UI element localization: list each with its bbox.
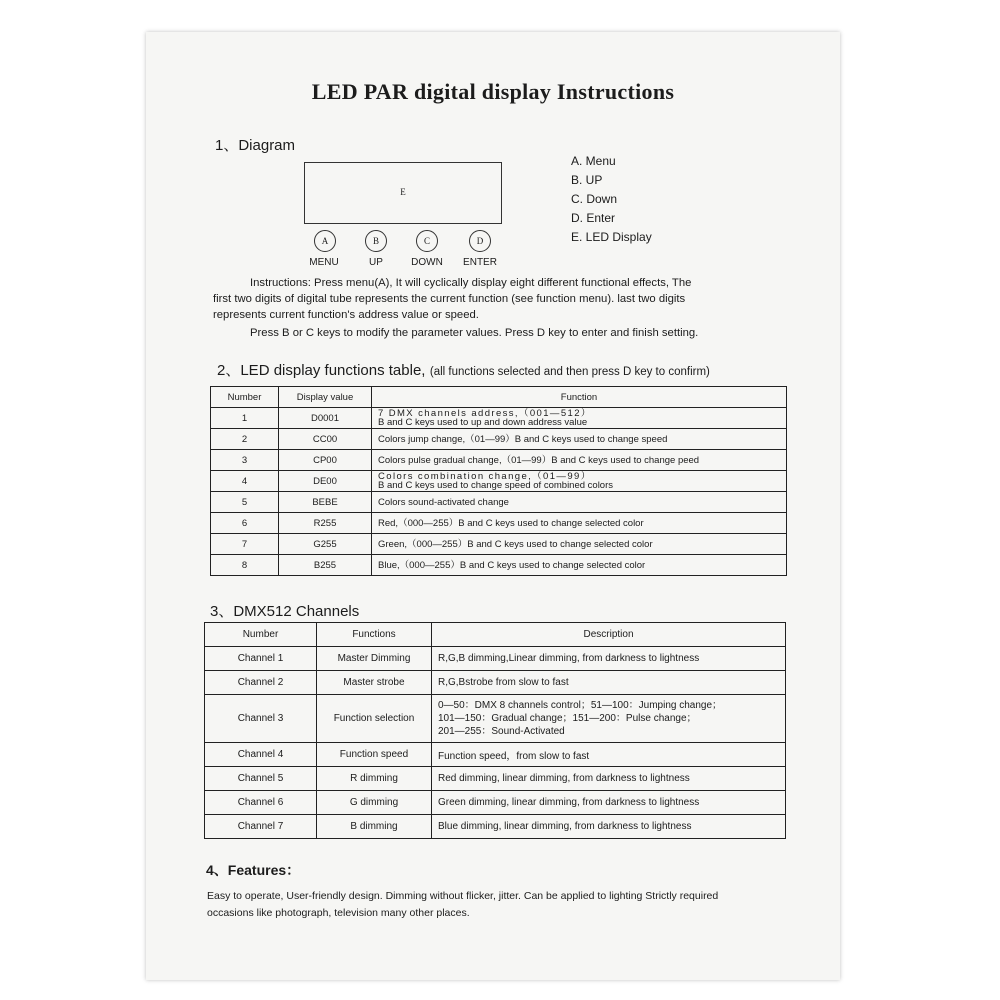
channel-cell: Channel 3 [205,695,317,743]
section-2-heading-note: (all functions selected and then press D key to confirm) [429,366,710,378]
led-functions-table [210,386,787,576]
menu-button-diagram[interactable]: A [314,230,336,252]
table-row [205,767,786,791]
legend-item: D. Enter [571,211,616,225]
table-row [211,555,787,576]
number-cell: 2 [211,429,279,450]
display-value-cell: G255 [279,534,372,555]
function-line: B and C keys used to up and down address value [378,417,588,428]
features-line: Easy to operate, User-friendly design. Dimming without flicker, jitter. Can be applied to lighting Strictly required [207,890,719,902]
function-cell [372,471,787,492]
table-row [211,450,787,471]
up-button-diagram[interactable]: B [365,230,387,252]
display-value-cell: D0001 [279,408,372,429]
instructions-line: Press B or C keys to modify the parameter values. Press D key to enter and finish setting. [250,327,699,339]
channel-cell: Channel 5 [205,767,317,791]
function-cell: Red,（000—255）B and C keys used to change selected color [372,513,787,534]
legend-item: C. Down [571,192,618,206]
number-cell: 6 [211,513,279,534]
column-header: Number [211,387,279,408]
enter-button-label: ENTER [463,257,497,268]
table-row [205,815,786,839]
column-header: Display value [279,387,372,408]
table-row [205,791,786,815]
description-line: 201—255：Sound-Activated [438,726,565,737]
description-line: 101—150：Gradual change；151—200：Pulse change； [438,713,697,724]
table-header-row [211,387,787,408]
dmx-channels-table [204,622,786,839]
display-value-cell: CP00 [279,450,372,471]
function-line: B and C keys used to change speed of combined colors [378,480,614,491]
channel-cell: Channel 7 [205,815,317,839]
led-display-diagram [304,162,502,224]
legend-item: A. Menu [571,154,616,168]
description-cell: Function speed，from slow to fast [432,743,786,767]
table-row [211,429,787,450]
column-header: Function [372,387,787,408]
table-row [211,471,787,492]
column-header: Description [432,623,786,647]
table-row [205,647,786,671]
up-button-label: UP [369,257,383,268]
display-letter: E [400,187,406,197]
instructions-line: first two digits of digital tube represents the current function (see function menu). last two digits [213,293,686,305]
description-cell: Green dimming, linear dimming, from darkness to lightness [432,791,786,815]
legend-item: E. LED Display [571,230,652,244]
channel-cell: Channel 1 [205,647,317,671]
function-cell: G dimming [317,791,432,815]
description-cell: Red dimming, linear dimming, from darkness to lightness [432,767,786,791]
channel-cell: Channel 2 [205,671,317,695]
display-value-cell: R255 [279,513,372,534]
table-row [211,492,787,513]
channel-cell: Channel 6 [205,791,317,815]
display-value-cell: CC00 [279,429,372,450]
features-line: occasions like photograph, television many other places. [207,907,470,919]
function-cell: Green,（000—255）B and C keys used to change selected color [372,534,787,555]
instruction-sheet [146,32,840,980]
instructions-line: represents current function's address value or speed. [213,309,479,321]
function-cell: Function selection [317,695,432,743]
function-cell: Master strobe [317,671,432,695]
section-4-heading: 4、Features： [206,862,301,878]
function-cell: Master Dimming [317,647,432,671]
section-2-heading-row [217,359,710,380]
table-row [211,534,787,555]
function-line: Colors combination change,（01—99） [378,471,592,482]
instructions-line: Instructions: Press menu(A), It will cyclically display eight different functional effects, The [250,277,692,289]
number-cell: 8 [211,555,279,576]
number-cell: 1 [211,408,279,429]
description-cell: R,G,Bstrobe from slow to fast [432,671,786,695]
function-cell: R dimming [317,767,432,791]
function-cell: B dimming [317,815,432,839]
description-line: 0—50：DMX 8 channels control；51—100：Jumping change； [438,700,723,711]
display-value-cell: BEBE [279,492,372,513]
description-cell: Blue dimming, linear dimming, from darkness to lightness [432,815,786,839]
function-cell: Colors jump change,（01—99）B and C keys used to change speed [372,429,787,450]
description-cell: R,G,B dimming,Linear dimming, from darkness to lightness [432,647,786,671]
table-row [205,671,786,695]
function-cell: Function speed [317,743,432,767]
table-row [211,513,787,534]
enter-button-diagram[interactable]: D [469,230,491,252]
table-row [205,695,786,743]
display-value-cell: DE00 [279,471,372,492]
down-button-label: DOWN [411,257,443,268]
legend-item: B. UP [571,173,603,187]
menu-button-label: MENU [309,257,339,268]
number-cell: 5 [211,492,279,513]
section-1-heading: 1、Diagram [215,137,296,154]
description-cell [432,695,786,743]
section-3-heading: 3、DMX512 Channels [210,603,360,620]
function-cell: Blue,（000—255）B and C keys used to change selected color [372,555,787,576]
number-cell: 4 [211,471,279,492]
table-header-row [205,623,786,647]
page-title: LED PAR digital display Instructions [311,79,675,104]
down-button-diagram[interactable]: C [416,230,438,252]
function-cell: Colors pulse gradual change,（01—99）B and C keys used to change peed [372,450,787,471]
function-cell [372,408,787,429]
number-cell: 3 [211,450,279,471]
number-cell: 7 [211,534,279,555]
table-row [211,408,787,429]
section-2-heading: 2、LED display functions table, [217,362,426,379]
display-value-cell: B255 [279,555,372,576]
column-header: Number [205,623,317,647]
column-header: Functions [317,623,432,647]
function-line: 7 DMX channels address,（001—512） [378,408,592,419]
table-row [205,743,786,767]
channel-cell: Channel 4 [205,743,317,767]
function-cell: Colors sound-activated change [372,492,787,513]
